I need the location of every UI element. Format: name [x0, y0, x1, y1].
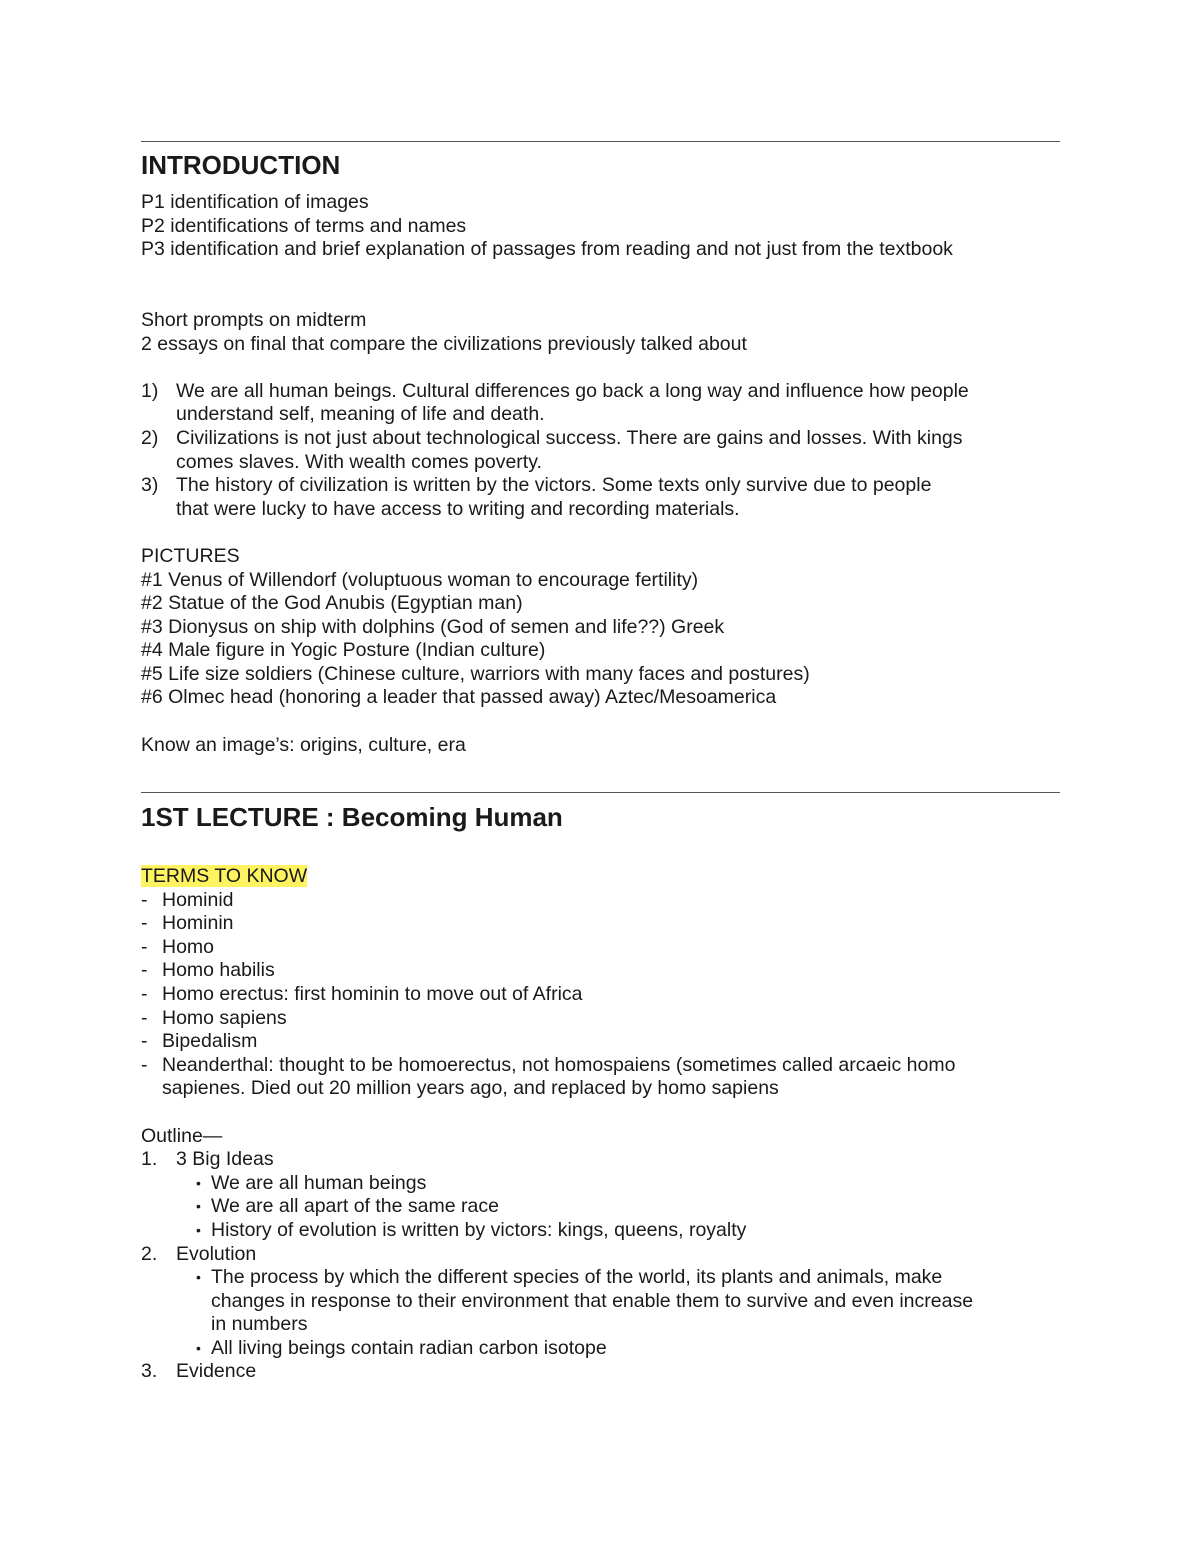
outline-label: Outline— — [141, 1124, 223, 1147]
section-heading-lecture-1: 1ST LECTURE : Becoming Human — [141, 802, 563, 832]
big-idea-text: The history of civilization is written by the victors. Some texts only survive due to people — [176, 474, 932, 497]
bullet-text: in numbers — [211, 1313, 308, 1336]
bullet-marker: • — [196, 1198, 201, 1215]
term-item — [141, 1007, 1061, 1031]
outline-item — [141, 1148, 1061, 1172]
big-idea-text: We are all human beings. Cultural differences go back a long way and influence how people — [176, 379, 969, 402]
know-image-line: Know an image’s: origins, culture, era — [141, 733, 466, 756]
list-marker: 2) — [141, 426, 159, 449]
outline-title: Evidence — [176, 1360, 257, 1383]
term-text: sapienes. Died out 20 million years ago, and replaced by homo sapiens — [162, 1077, 779, 1100]
outline-bullet — [141, 1266, 1061, 1337]
outline-bullet — [141, 1172, 1061, 1196]
list-marker: 3) — [141, 474, 159, 497]
term-item — [141, 1030, 1061, 1054]
outline-title: 3 Big Ideas — [176, 1148, 274, 1171]
bullet-text: The process by which the different species of the world, its plants and animals, make — [211, 1266, 943, 1289]
pictures-label: PICTURES — [141, 544, 240, 567]
term-text: Bipedalism — [162, 1030, 258, 1053]
exam-part-line: P3 identification and brief explanation of passages from reading and not just from the textbook — [141, 238, 953, 261]
picture-line: #2 Statue of the God Anubis (Egyptian man) — [141, 592, 523, 615]
bullet-text: changes in response to their environment that enable them to survive and even increase — [211, 1289, 974, 1312]
term-item — [141, 889, 1061, 913]
term-item — [141, 912, 1061, 936]
big-idea-text: Civilizations is not just about technological success. There are gains and losses. With kings — [176, 426, 963, 449]
dash-marker: - — [141, 935, 148, 958]
picture-line: #5 Life size soldiers (Chinese culture, warriors with many faces and postures) — [141, 662, 810, 685]
prompt-line: 2 essays on final that compare the civilizations previously talked about — [141, 332, 747, 355]
section-divider — [141, 792, 1060, 793]
term-text: Homo sapiens — [162, 1006, 287, 1029]
bullet-marker: • — [196, 1221, 201, 1238]
term-item — [141, 936, 1061, 960]
picture-line: #1 Venus of Willendorf (voluptuous woman to encourage fertility) — [141, 568, 699, 591]
bullet-text: All living beings contain radian carbon isotope — [211, 1336, 607, 1359]
big-idea-text: that were lucky to have access to writing and recording materials. — [176, 497, 740, 520]
bullet-marker: • — [196, 1269, 201, 1286]
term-text: Homo erectus: first hominin to move out of Africa — [162, 982, 583, 1005]
exam-part-line: P1 identification of images — [141, 191, 369, 213]
outline-item — [141, 1243, 1061, 1267]
term-item — [141, 1054, 1061, 1101]
bullet-marker: • — [196, 1339, 201, 1356]
section-divider — [141, 141, 1060, 142]
list-marker: 2. — [141, 1242, 158, 1265]
list-marker: 3. — [141, 1360, 158, 1383]
big-idea-text: comes slaves. With wealth comes poverty. — [176, 450, 542, 473]
exam-part-line: P2 identifications of terms and names — [141, 214, 467, 237]
list-marker: 1. — [141, 1148, 158, 1171]
picture-line: #4 Male figure in Yogic Posture (Indian culture) — [141, 639, 546, 662]
big-idea-item — [141, 474, 1061, 521]
outline-title: Evolution — [176, 1242, 257, 1265]
picture-line: #6 Olmec head (honoring a leader that passed away) Aztec/Mesoamerica — [141, 686, 777, 709]
prompt-line: Short prompts on midterm — [141, 308, 367, 331]
big-idea-item — [141, 380, 1061, 427]
bullet-text: History of evolution is written by victors: kings, queens, royalty — [211, 1218, 747, 1241]
dash-marker: - — [141, 1053, 148, 1076]
dash-marker: - — [141, 912, 148, 935]
introduction-body — [141, 191, 1061, 757]
dash-marker: - — [141, 1030, 148, 1053]
term-text: Hominid — [162, 888, 234, 911]
big-idea-text: understand self, meaning of life and death. — [176, 403, 545, 426]
lecture-1-body — [141, 865, 1061, 1384]
term-text: Neanderthal: thought to be homoerectus, not homospaiens (sometimes called arcaeic homo — [162, 1053, 956, 1076]
terms-label-line — [141, 865, 1061, 889]
term-text: Hominin — [162, 912, 234, 935]
outline-bullet — [141, 1337, 1061, 1361]
term-text: Homo — [162, 935, 215, 958]
big-idea-item — [141, 427, 1061, 474]
bullet-text: We are all apart of the same race — [211, 1195, 499, 1218]
dash-marker: - — [141, 982, 148, 1005]
bullet-marker: • — [196, 1174, 201, 1191]
outline-bullet — [141, 1219, 1061, 1243]
dash-marker: - — [141, 888, 148, 911]
list-marker: 1) — [141, 379, 159, 402]
bullet-text: We are all human beings — [211, 1171, 427, 1194]
terms-to-know-highlight: TERMS TO KNOW — [141, 865, 308, 887]
term-text: Homo habilis — [162, 959, 275, 982]
outline-item — [141, 1360, 1061, 1384]
outline-bullet — [141, 1195, 1061, 1219]
section-heading-introduction: INTRODUCTION — [141, 150, 341, 180]
picture-line: #3 Dionysus on ship with dolphins (God of semen and life??) Greek — [141, 615, 725, 638]
dash-marker: - — [141, 1006, 148, 1029]
term-item — [141, 959, 1061, 983]
term-item — [141, 983, 1061, 1007]
dash-marker: - — [141, 959, 148, 982]
